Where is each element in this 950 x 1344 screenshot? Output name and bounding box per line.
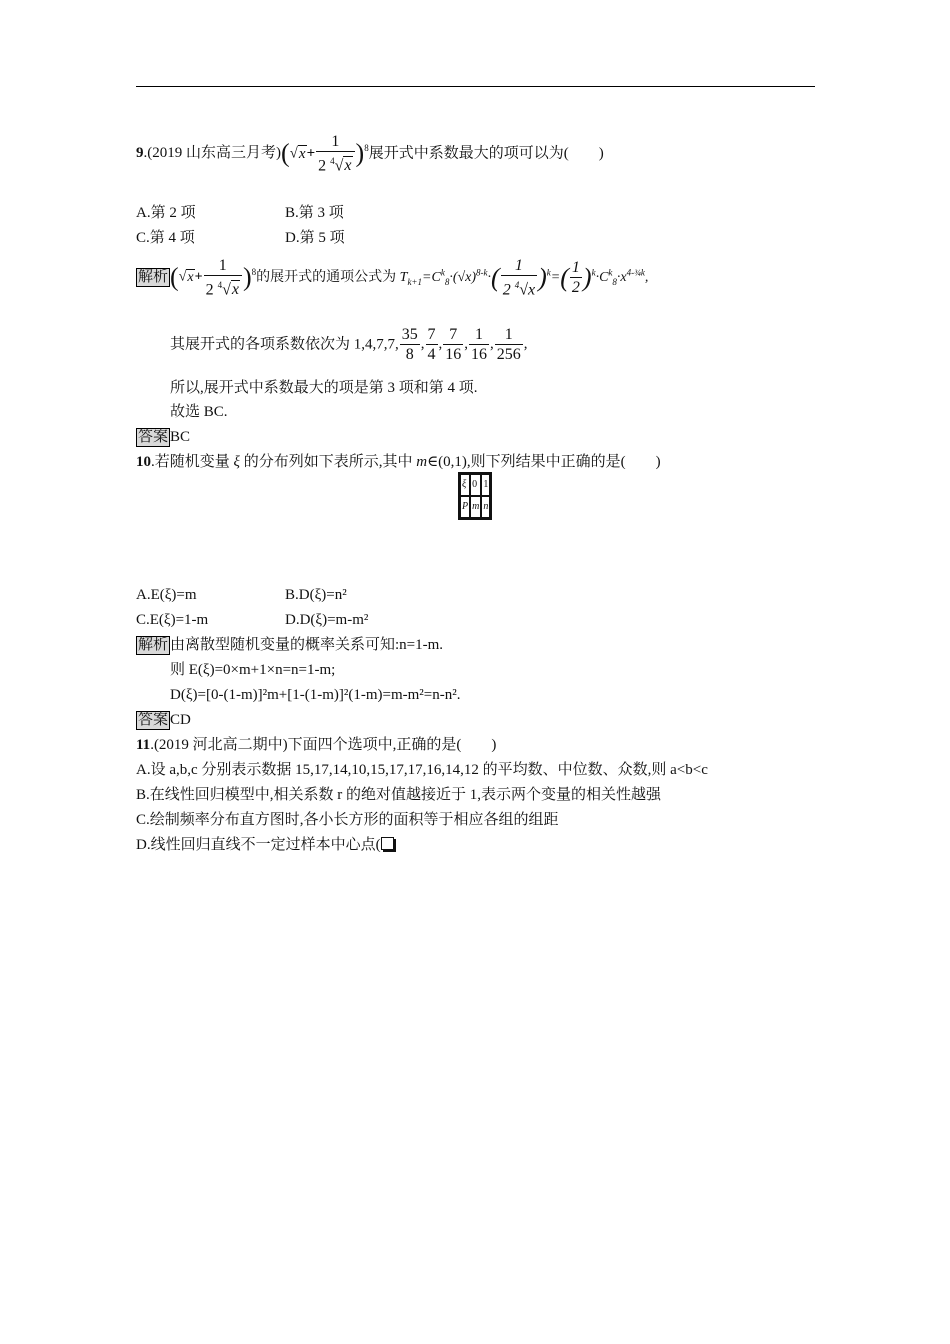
q9-option-c: C.第 4 项: [136, 230, 195, 246]
q10-number: 10: [136, 454, 151, 470]
q9-frac: $\frac{1}{2 ^4√x}$: [316, 132, 354, 175]
q10-option-a: A.E(ξ)=m: [136, 587, 197, 603]
q9-sequence: 其展开式的各项系数依次为 1,4,7,7, $\frac{35}{8}$ , $\frac{7}{4}$ , $\frac{7}{16}$ , $\frac{1}{16}$ , $\frac{1}{256}$ ,: [170, 326, 528, 363]
q9-general-term: $T_{k+1}=C^k_8\cdot(√x)^{8-k}\cdot$( $\frac{1}{2 ^4√x}$ )$^k$=( $\frac{1}{2}$ )$^k\cdot C^k_8\cdot x^{4-\frac{3}{4}k}$,: [399, 257, 649, 299]
q10-answer: [136, 710, 191, 730]
q11-option-a: A.设 a,b,c 分别表示数据 15,17,14,10,15,17,17,16,14,12 的平均数、中位数、众数,则 a<b<c: [136, 762, 708, 778]
q10-stem: 10.若随机变量 ξ 的分布列如下表所示,其中 m∈(0,1),则下列结果中正确的是( ): [136, 454, 661, 470]
q11-option-b: B.在线性回归模型中,相关系数 r 的绝对值越接近于 1,表示两个变量的相关性越强: [136, 787, 662, 803]
q10-option-d: D.D(ξ)=m-m²: [285, 612, 369, 628]
q9-options-row1: [136, 203, 344, 223]
q10-options-row1: [136, 585, 347, 605]
q9-choose: 故选 BC.: [170, 404, 228, 420]
q10-variance: D(ξ)=[0-(1-m)]²m+[1-(1-m)]²(1-m)=m-m²=n-n².: [170, 687, 461, 703]
answer-tag: 答案: [138, 712, 169, 728]
checkbox-icon: [381, 837, 394, 850]
q10-analysis-text: 由离散型随机变量的概率关系可知:n=1-m.: [170, 637, 444, 653]
q11-stem: 11.(2019 河北高二期中)下面四个选项中,正确的是( ): [136, 737, 497, 753]
table-row: P m n: [460, 496, 490, 518]
seq-frac: $\frac{7}{16}$: [445, 326, 462, 363]
q11-number: 11: [136, 737, 151, 753]
q10-options-row2: [136, 610, 368, 630]
analysis-tag: 解析: [138, 268, 169, 285]
q10-expectation: 则 E(ξ)=0×m+1×n=n=1-m;: [170, 662, 336, 678]
q9-analysis-text: 的展开式的通项公式为: [256, 269, 397, 285]
analysis-tag: 解析: [138, 637, 169, 653]
seq-frac: $\frac{1}{16}$: [471, 326, 488, 363]
q11-option-d: D.线性回归直线不一定过样本中心点(: [136, 835, 394, 855]
seq-frac: $\frac{7}{4}$: [427, 326, 436, 363]
q9-option-a: A.第 2 项: [136, 205, 196, 221]
q9-analysis: 解析(√x+ $\frac{1}{2 ^4√x}$ )$^8$的展开式的通项公式为 $T_{k+1}=C^k_8\cdot(√x)^{8-k}\cdot$( $\frac{1}{2 ^4√x}$ )$^k$=( $\frac{1}{2}$ )$^k\cdot C^k_8\cdot x^{4-\frac{3}{4}k}$,: [138, 257, 649, 299]
q9-answer: [136, 427, 190, 447]
header-rule: [136, 86, 815, 87]
table-row: ξ 0 1: [460, 474, 490, 496]
q9-option-b: B.第 3 项: [285, 205, 344, 221]
answer-tag: 答案: [138, 429, 169, 445]
distribution-table: [458, 472, 492, 520]
q9-answer-value: BC: [170, 429, 191, 445]
q10-answer-value: CD: [170, 712, 191, 728]
q10-analysis: [136, 635, 443, 655]
q11-option-c: C.绘制频率分布直方图时,各小长方形的面积等于相应各组的组距: [136, 812, 559, 828]
left-paren: (: [281, 138, 290, 168]
q9-stem-tail: 展开式中系数最大的项可以为( ): [368, 145, 604, 162]
q10-option-c: C.E(ξ)=1-m: [136, 612, 209, 628]
q9-number: 9: [136, 145, 144, 162]
seq-frac: $\frac{35}{8}$: [401, 326, 418, 363]
q9-stem: 9.(2019 山东高三月考)(√x+ $\frac{1}{2 ^4√x}$ )$^8$展开式中系数最大的项可以为( ): [136, 133, 604, 175]
q9-options-row2: [136, 228, 345, 248]
right-paren: ): [355, 138, 365, 168]
q9-power: 8: [364, 143, 369, 154]
q9-conclusion: 所以,展开式中系数最大的项是第 3 项和第 4 项.: [170, 380, 478, 396]
q10-option-b: B.D(ξ)=n²: [285, 587, 347, 603]
q9-source: .(2019 山东高三月考): [143, 145, 281, 162]
seq-frac: $\frac{1}{256}$: [496, 326, 521, 363]
sqrt-x: √x: [289, 145, 306, 162]
q9-option-d: D.第 5 项: [285, 230, 345, 246]
